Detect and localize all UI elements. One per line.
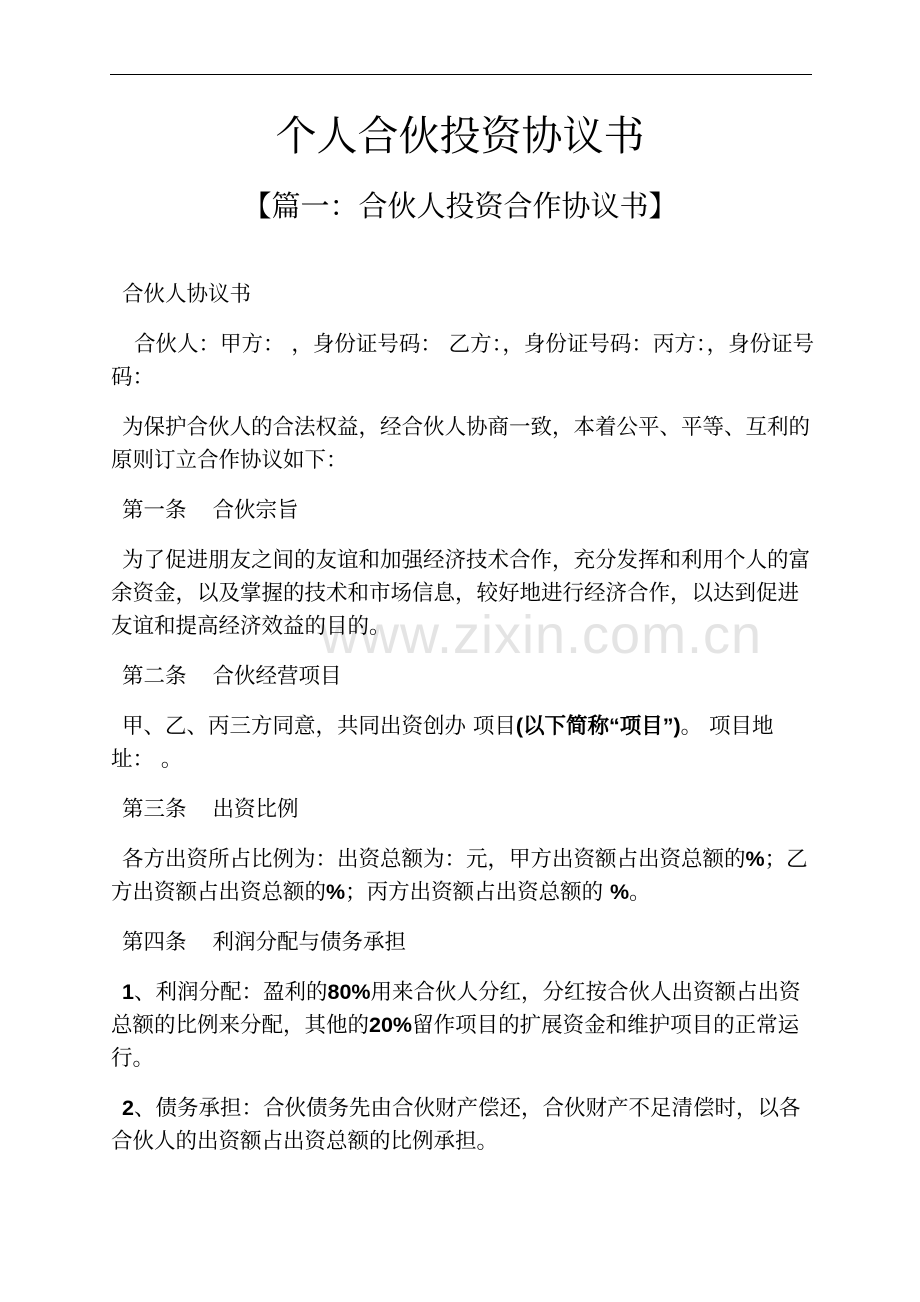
article-1-paragraph: 为了促进朋友之间的友谊和加强经济技术合作，充分发挥和利用个人的富余资金，以及掌握的技术和市场信息，较好地进行经济合作，以达到促进友谊和提高经济效益的目的。	[111, 548, 811, 639]
document-subtitle: 【篇一：合伙人投资合作协议书】	[242, 189, 678, 223]
document-body	[111, 278, 815, 1175]
text-run: 。	[629, 880, 651, 905]
text-run: ；丙方出资额占出资总额的	[345, 880, 610, 905]
bold-run: %	[745, 847, 765, 871]
article-title: 利润分配与债务承担	[212, 930, 407, 955]
article-2-paragraph	[111, 710, 815, 776]
preamble-paragraph: 为保护合伙人的合法权益，经合伙人协商一致，本着公平、平等、互利的原则订立合作协议如下：	[111, 415, 811, 473]
text-run: 甲、乙、丙三方同意，共同出资创办 项目	[122, 714, 516, 739]
parties-paragraph: 合伙人：甲方： ，身份证号码： 乙方：，身份证号码：丙方：，身份证号码：	[111, 332, 815, 390]
text-run: 各方出资所占比例为：出资总额为：元，甲方出资额占出资总额的	[122, 847, 746, 872]
clause-2-paragraph	[111, 1092, 815, 1158]
article-title: 合伙经营项目	[212, 664, 342, 689]
text-run: ；乙方出资额占出资总额的	[111, 847, 808, 905]
bold-run: 20%	[369, 1013, 413, 1037]
watermark: www.zixin.com.cn	[320, 605, 763, 665]
top-rule	[110, 74, 812, 75]
clause-number: 1	[122, 980, 134, 1004]
article-title: 出资比例	[212, 797, 299, 822]
clause-number: 2	[122, 1096, 134, 1120]
article-3-heading	[111, 793, 815, 826]
text-run: 、债务承担：合伙债务先由合伙财产偿还，合伙财产不足清偿时，以各合伙人的出资额占出资总额的比例承担。	[111, 1096, 801, 1154]
article-2-heading	[111, 660, 815, 693]
article-number: 第四条	[122, 930, 187, 955]
bold-run: 80%	[327, 980, 371, 1004]
article-4-heading	[111, 926, 815, 959]
document-title: 个人合伙投资协议书	[275, 112, 645, 160]
text-run: 、利润分配：盈利的	[133, 980, 328, 1005]
bold-run: (以下简称“项目”)	[515, 714, 681, 738]
article-1-heading	[111, 494, 815, 527]
clause-1-paragraph	[111, 976, 815, 1075]
text-run: 用来合伙人分红，分红按合伙人出资额占出资总额的比例来分配，其他的	[111, 980, 801, 1038]
agreement-heading: 合伙人协议书	[122, 282, 252, 307]
text-run: 留作项目的扩展资金和维护项目的正常运行。	[111, 1013, 800, 1071]
article-number: 第一条	[122, 498, 187, 523]
article-number: 第三条	[122, 797, 187, 822]
bold-run: %	[609, 880, 630, 904]
article-3-paragraph	[111, 843, 815, 909]
text-run: 。 项目地址： 。	[111, 714, 774, 772]
article-title: 合伙宗旨	[212, 498, 299, 523]
bold-run: %	[326, 880, 346, 904]
article-number: 第二条	[122, 664, 187, 689]
